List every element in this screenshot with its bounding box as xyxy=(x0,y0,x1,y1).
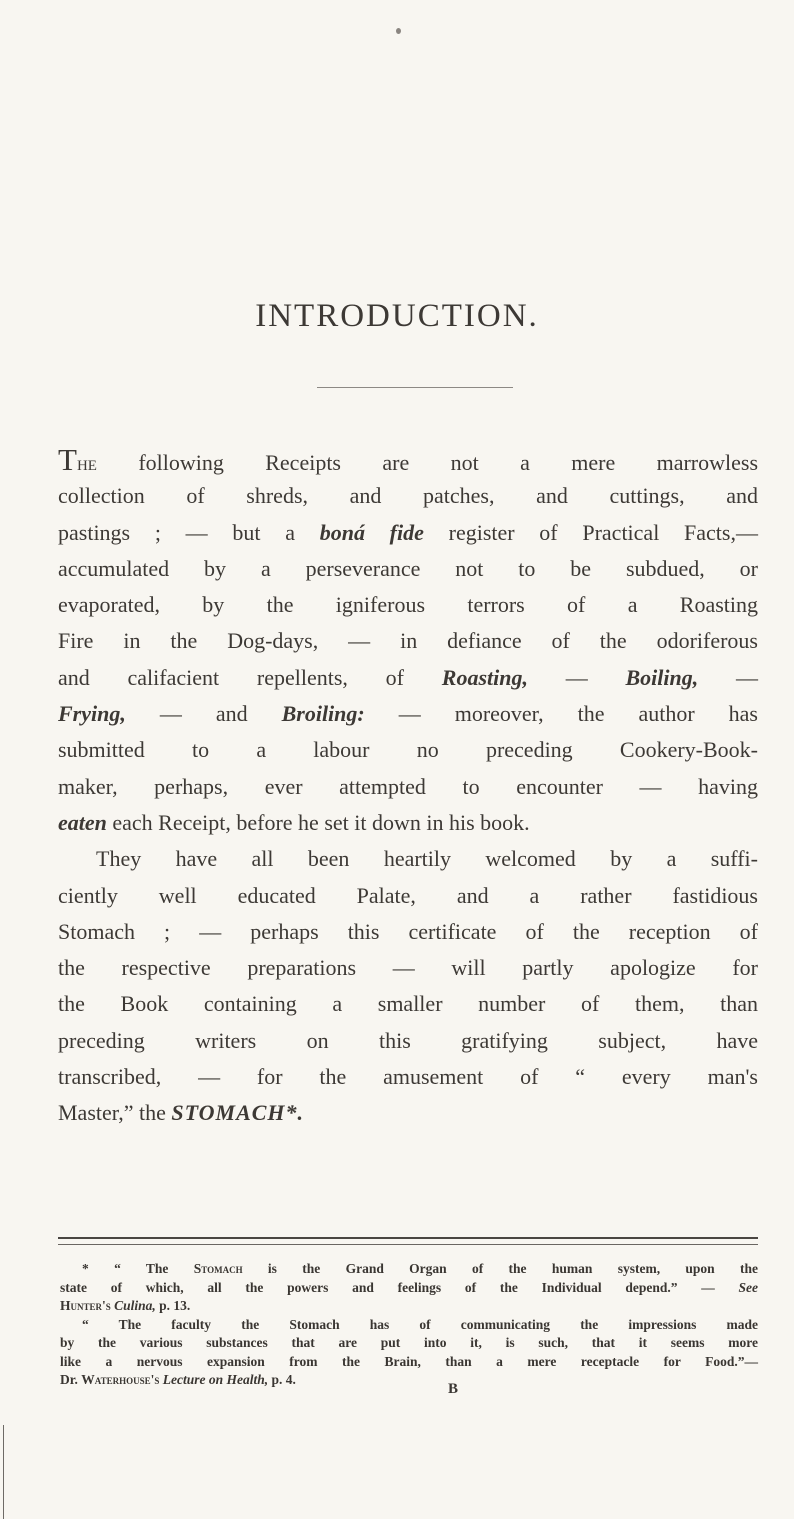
footnote-line-5: by the various substances that are put into it, is such, that it seems more xyxy=(60,1335,758,1350)
footnote-divider-thin xyxy=(58,1244,758,1245)
body-line-12: They have all been heartily welcomed by a suffi- xyxy=(96,846,758,872)
body-line-18: transcribed, — for the amusement of “ every man's xyxy=(58,1064,758,1090)
body-text xyxy=(58,442,758,1132)
body-line-9: submitted to a labour no preceding Cookery-Book- xyxy=(58,737,758,763)
body-line-10: maker, perhaps, ever attempted to encounter — having xyxy=(58,773,758,799)
footnote-line-2: state of which, all the powers and feelings of the Individual depend.” — See xyxy=(60,1279,758,1295)
body-line-16: the Book containing a smaller number of them, than xyxy=(58,991,758,1017)
body-line-13: ciently well educated Palate, and a rather fastidious xyxy=(58,882,758,908)
body-line-3: pastings ; — but a boná fide register of Practical Facts,— xyxy=(58,519,758,545)
body-line-5: evaporated, by the igniferous terrors of a Roasting xyxy=(58,592,758,618)
footnote-divider-thick xyxy=(58,1237,758,1239)
body-line-11: eaten each Receipt, before he set it down in his book. xyxy=(58,809,530,835)
ink-speck xyxy=(396,28,401,34)
body-line-6: Fire in the Dog-days, — in defiance of the odoriferous xyxy=(58,628,758,654)
footnote-line-6: like a nervous expansion from the Brain, than a mere receptacle for Food.”— xyxy=(60,1353,758,1369)
page-edge-mark xyxy=(3,1425,4,1519)
body-line-15: the respective preparations — will partly apologize for xyxy=(58,955,758,981)
footnote-line-7: Dr. Waterhouse's Lecture on Health, p. 4. xyxy=(60,1372,296,1387)
body-line-17: preceding writers on this gratifying subject, have xyxy=(58,1027,758,1053)
signature-mark: B xyxy=(448,1381,459,1397)
body-line-1: The following Receipts are not a mere marrowless xyxy=(58,442,758,477)
body-line-8: Frying, — and Broiling: — moreover, the author has xyxy=(58,701,758,727)
footnote-line-1: * “ The Stomach is the Grand Organ of the human system, upon the xyxy=(82,1261,759,1276)
body-line-4: accumulated by a perseverance not to be subdued, or xyxy=(58,555,758,581)
body-line-19: Master,” the STOMACH*. xyxy=(58,1100,305,1126)
chapter-title: INTRODUCTION. xyxy=(255,298,539,334)
drop-cap: T xyxy=(58,442,77,477)
footnotes xyxy=(60,1260,758,1390)
body-line-14: Stomach ; — perhaps this certificate of the reception of xyxy=(58,918,758,944)
footnote-line-3: Hunter's Culina, p. 13. xyxy=(60,1298,191,1313)
body-line-7: and califacient repellents, of Roasting, — Boiling, — xyxy=(58,664,759,690)
footnote-line-4: “ The faculty the Stomach has of communicating the impressions made xyxy=(82,1316,758,1332)
title-divider xyxy=(317,387,513,388)
small-caps-word: he xyxy=(76,450,97,475)
body-line-2: collection of shreds, and patches, and cuttings, and xyxy=(58,483,758,509)
